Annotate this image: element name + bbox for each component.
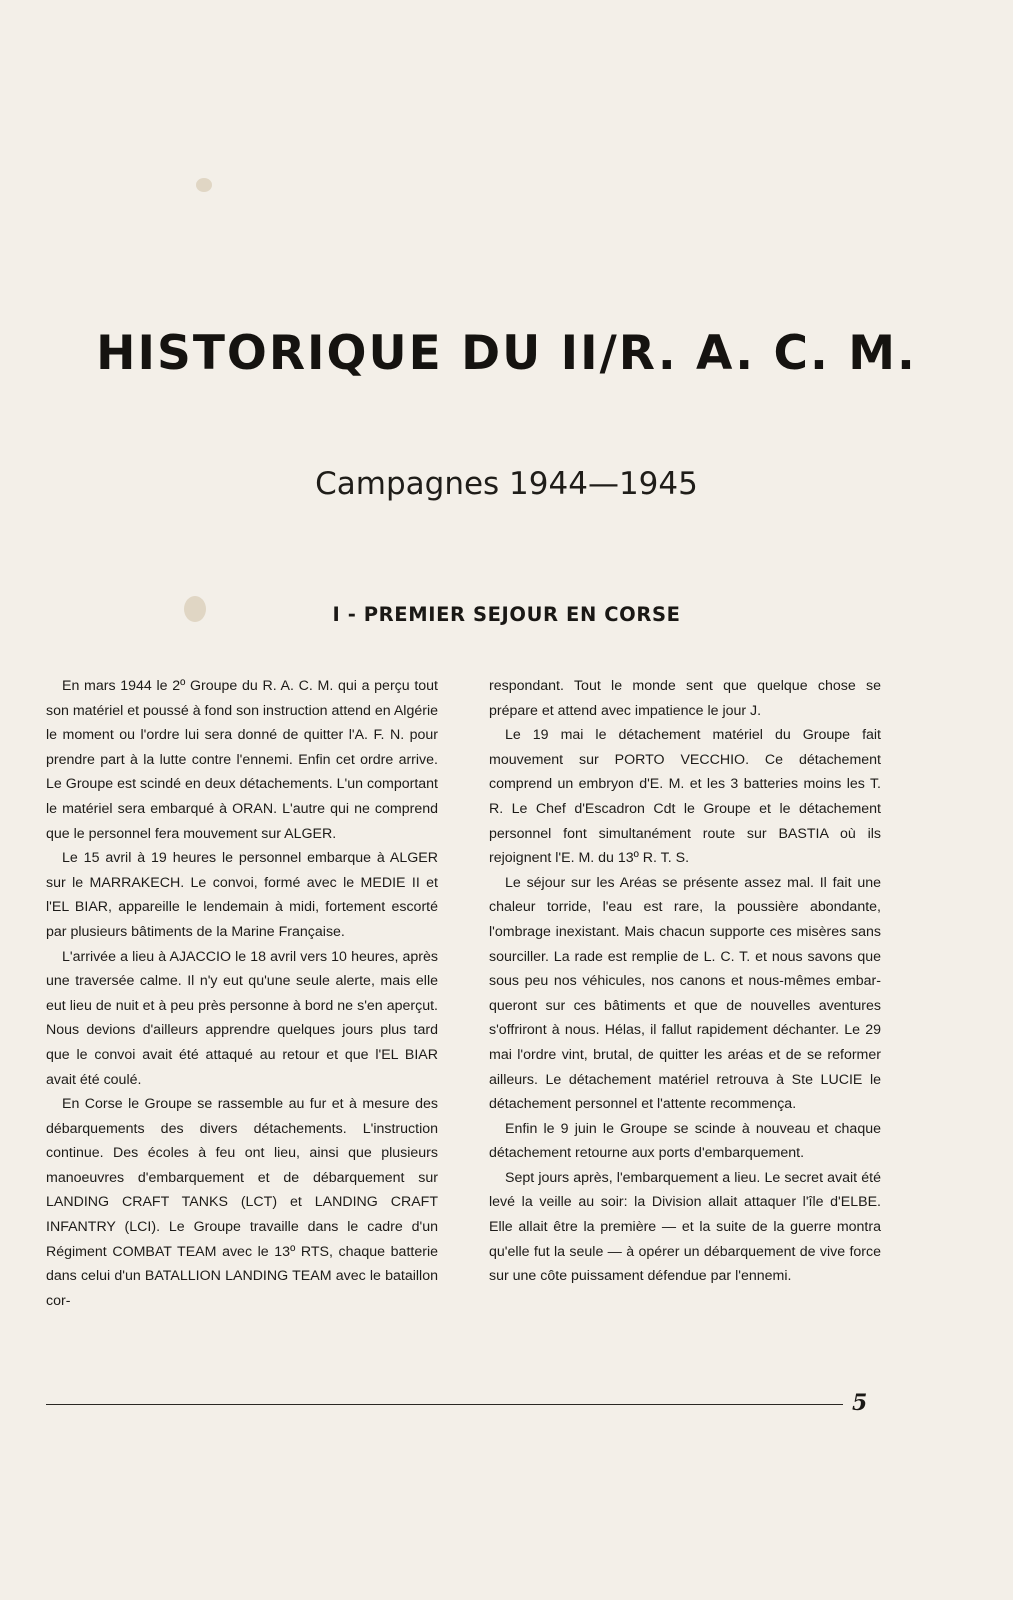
page-subtitle: Campagnes 1944—1945 xyxy=(315,466,698,502)
page-title: HISTORIQUE DU II/R. A. C. M. xyxy=(96,326,917,381)
paragraph: Sept jours après, l'embarquement a lieu. Le secret avait été levé la veille au soir: la Division allait attaquer l'île d'ELBE. Elle allait être la première — et la suite de la guerre montra qu'elle fut la seule — à opérer un débarquement de vive force sur une côte puissament défendue par l'ennemi. xyxy=(489,1169,881,1285)
paragraph: Enfin le 9 juin le Groupe se scinde à nouveau et chaque détachement retourne aux ports d'embarquement. xyxy=(489,1120,881,1162)
section-heading: I - PREMIER SEJOUR EN CORSE xyxy=(332,603,681,626)
paragraph: L'arrivée a lieu à AJACCIO le 18 avril vers 10 heures, après une traversée calme. Il n'y eut qu'une seule alerte, mais elle eut lieu de nuit et à peu près personne à bord ne s'en aperçut. Nous devions d'ailleurs apprendre quelques jours plus tard que le convoi avait été attaqué au retour et que l'EL BIAR avait été coulé. xyxy=(46,948,438,1088)
paper-stain xyxy=(196,178,212,192)
paragraph: Le séjour sur les Aréas se présente assez mal. Il fait une chaleur torride, l'eau est rare, la poussière abondante, l'ombrage inexistant. Mais chacun supporte ces misères sans sourciller. La rade est remplie de L. C. T. et nous savons que sous peu nos véhicules, nos canons et nous-mêmes embarqueront sur ces bâtiments et que de nouvelles aventures s'offriront à nous. Hélas, il fallut rapidement déchanter. Le 29 mai l'ordre vint, brutal, de quitter les aréas et de se reformer ailleurs. Le détachement matériel retrouva à Ste LUCIE le détachement personnel et l'attente recommença. xyxy=(489,874,881,1113)
paragraph-continuation: respondant. Tout le monde sent que quelque chose se prépare et attend avec impatience le jour J. xyxy=(489,678,881,719)
paragraph: Le 19 mai le détachement matériel du Groupe fait mouvement sur PORTO VECCHIO. Ce détachement comprend un embryon d'E. M. et les 3 batteries moins les T. R. Le Chef d'Escadron Cdt le Groupe et le détachement personnel font simultanément route sur BASTIA où ils rejoignent l'E. M. du 13º R. T. S. xyxy=(489,727,881,867)
paragraph: Le 15 avril à 19 heures le personnel embarque à ALGER sur le MARRAKECH. Le convoi, formé avec le MEDIE II et l'EL BIAR, appareille le lendemain à midi, fortement escorté par plusieurs bâtiments de la Marine Française. xyxy=(46,850,438,940)
page-number: 5 xyxy=(852,1390,868,1416)
paragraph: En mars 1944 le 2º Groupe du R. A. C. M. qui a perçu tout son matériel et poussé à fond son instruction attend en Algérie le moment ou l'ordre lui sera donné de quitter l'A. F. N. pour prendre part à la lutte contre l'ennemi. Enfin cet ordre arrive. Le Groupe est scindé en deux détachements. L'un comportant le matériel sera embarqué à ORAN. L'autre qui ne comprend que le personnel fera mouvement sur ALGER. xyxy=(46,678,438,842)
text-column-right xyxy=(489,674,881,1289)
text-column-left xyxy=(46,674,438,1313)
paragraph: En Corse le Groupe se rassemble au fur et à mesure des débarquements des divers détachements. L'instruction continue. Des écoles à feu ont lieu, ainsi que plusieurs manoeuvres d'embarquement et de débarquement sur LANDING CRAFT TANKS (LCT) et LANDING CRAFT INFANTRY (LCI). Le Groupe travaille dans le cadre d'un Régiment COMBAT TEAM avec le 13º RTS, chaque batterie dans celui d'un BATALLION LANDING TEAM avec le bataillon cor- xyxy=(46,1096,438,1309)
footer-rule xyxy=(46,1404,843,1405)
